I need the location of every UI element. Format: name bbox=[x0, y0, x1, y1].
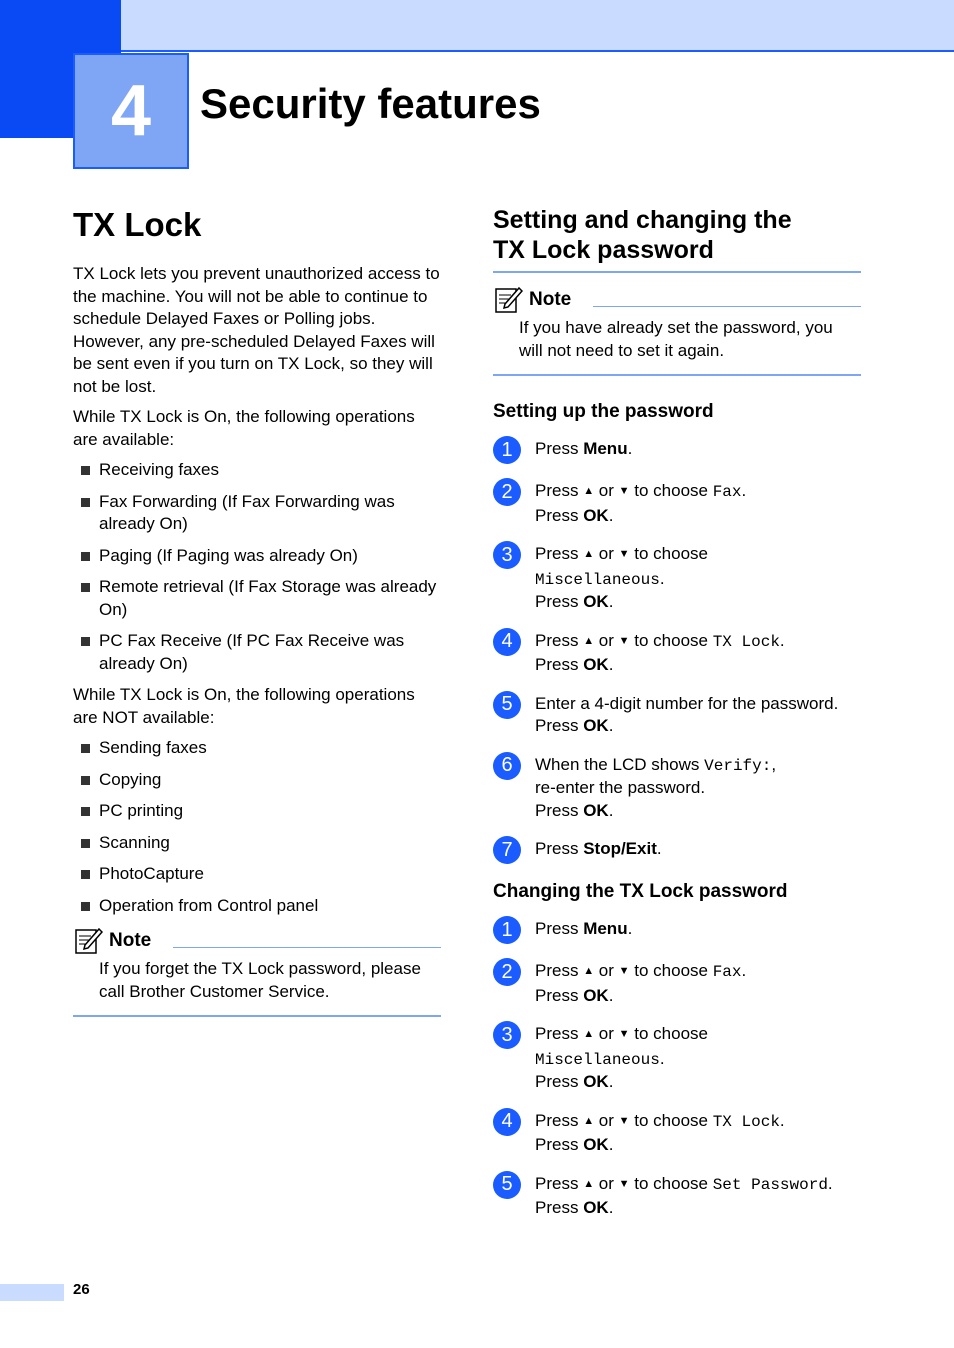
up-arrow-icon: ▲ bbox=[583, 634, 595, 647]
section-title-tx-lock: TX Lock bbox=[73, 206, 202, 243]
step-number-badge: 5 bbox=[493, 691, 521, 719]
bullet-icon bbox=[81, 776, 90, 785]
step-number-badge: 1 bbox=[493, 436, 521, 464]
step-number-badge: 1 bbox=[493, 916, 521, 944]
bullet-icon bbox=[81, 498, 90, 507]
step-number-badge: 6 bbox=[493, 752, 521, 780]
up-arrow-icon: ▲ bbox=[583, 965, 595, 977]
list-item: Operation from Control panel bbox=[73, 895, 441, 918]
step-item: 3 Press ▲ or ▼ to choose Miscellaneous. Press OK. bbox=[493, 1021, 861, 1094]
step-item: 1 Press Menu. bbox=[493, 436, 861, 464]
step-item: 5 Enter a 4-digit number for the password. Press OK. bbox=[493, 691, 861, 738]
step-item: 4 Press ▲ or ▼ to choose TX Lock. Press OK. bbox=[493, 628, 861, 677]
note-divider bbox=[173, 947, 441, 948]
note-pencil-icon bbox=[493, 285, 523, 315]
title-rule bbox=[493, 271, 861, 273]
setup-steps bbox=[493, 436, 861, 864]
step-item: 2 Press ▲ or ▼ to choose Fax. Press OK. bbox=[493, 958, 861, 1007]
bullet-icon bbox=[81, 870, 90, 879]
unavailable-intro: While TX Lock is On, the following operations are NOT available: bbox=[73, 685, 415, 727]
list-item: Fax Forwarding (If Fax Forwarding was already On) bbox=[73, 491, 441, 536]
page-tab bbox=[0, 1284, 64, 1301]
step-number-badge: 3 bbox=[493, 541, 521, 569]
down-arrow-icon: ▼ bbox=[618, 1114, 630, 1127]
step-item: 6 When the LCD shows Verify:, re-enter the password. Press OK. bbox=[493, 752, 861, 823]
subsection-title-setup: Setting up the password bbox=[493, 401, 714, 422]
change-steps bbox=[493, 916, 861, 1220]
bullet-icon bbox=[81, 552, 90, 561]
page-number: 26 bbox=[73, 1281, 90, 1298]
note-pencil-icon bbox=[73, 926, 103, 956]
step-number-badge: 3 bbox=[493, 1021, 521, 1049]
note-text: If you forget the TX Lock password, please call Brother Customer Service. bbox=[99, 959, 421, 1001]
down-arrow-icon: ▼ bbox=[618, 548, 630, 560]
step-item: 5 Press ▲ or ▼ to choose Set Password. Press OK. bbox=[493, 1171, 861, 1220]
step-item: 4 Press ▲ or ▼ to choose TX Lock. Press OK. bbox=[493, 1108, 861, 1157]
available-intro: While TX Lock is On, the following operations are available: bbox=[73, 407, 415, 449]
step-number-badge: 7 bbox=[493, 836, 521, 864]
step-item: 2 Press ▲ or ▼ to choose Fax. Press OK. bbox=[493, 478, 861, 527]
list-item: Copying bbox=[73, 769, 441, 792]
down-arrow-icon: ▼ bbox=[618, 485, 630, 497]
step-item: 3 Press ▲ or ▼ to choose Miscellaneous. Press OK. bbox=[493, 541, 861, 614]
intro-paragraph: TX Lock lets you prevent unauthorized access to the machine. You will not be able to continue to schedule Delayed Faxes or Polling jobs. However, any pre-scheduled Delayed Faxes will be sent even if you turn on TX Lock, so they will not be lost. bbox=[73, 264, 440, 396]
chapter-number: 4 bbox=[73, 53, 189, 169]
bullet-icon bbox=[81, 839, 90, 848]
up-arrow-icon: ▲ bbox=[583, 1114, 595, 1127]
note-text: If you have already set the password, you will not need to set it again. bbox=[519, 318, 833, 360]
bullet-icon bbox=[81, 807, 90, 816]
note-divider bbox=[593, 306, 861, 307]
bullet-icon bbox=[81, 902, 90, 911]
list-item: Receiving faxes bbox=[73, 459, 441, 482]
step-item: 7 Press Stop/Exit. bbox=[493, 836, 861, 864]
list-item: Paging (If Paging was already On) bbox=[73, 545, 441, 568]
note-box bbox=[493, 285, 861, 376]
up-arrow-icon: ▲ bbox=[583, 548, 595, 560]
bullet-icon bbox=[81, 583, 90, 592]
step-number-badge: 5 bbox=[493, 1171, 521, 1199]
list-item: Remote retrieval (If Fax Storage was already On) bbox=[73, 576, 441, 621]
header-band bbox=[0, 0, 954, 52]
step-item: 1 Press Menu. bbox=[493, 916, 861, 944]
subsection-title-change: Changing the TX Lock password bbox=[493, 881, 788, 902]
note-box bbox=[73, 926, 441, 1017]
down-arrow-icon: ▼ bbox=[618, 1028, 630, 1040]
down-arrow-icon: ▼ bbox=[618, 965, 630, 977]
bullet-icon bbox=[81, 637, 90, 646]
chapter-title: Security features bbox=[200, 80, 541, 127]
down-arrow-icon: ▼ bbox=[618, 1177, 630, 1190]
list-item: PC Fax Receive (If PC Fax Receive was already On) bbox=[73, 630, 441, 675]
list-item: PC printing bbox=[73, 800, 441, 823]
note-label: Note bbox=[109, 930, 152, 951]
down-arrow-icon: ▼ bbox=[618, 634, 630, 647]
up-arrow-icon: ▲ bbox=[583, 1028, 595, 1040]
bullet-icon bbox=[81, 466, 90, 475]
step-number-badge: 4 bbox=[493, 1108, 521, 1136]
up-arrow-icon: ▲ bbox=[583, 485, 595, 497]
list-item: PhotoCapture bbox=[73, 863, 441, 886]
unavailable-list bbox=[73, 737, 441, 917]
bullet-icon bbox=[81, 744, 90, 753]
available-list bbox=[73, 459, 441, 675]
note-label: Note bbox=[529, 289, 572, 310]
left-column bbox=[73, 205, 441, 1017]
list-item: Scanning bbox=[73, 832, 441, 855]
section-title-password: Setting and changing the TX Lock password bbox=[493, 206, 792, 264]
up-arrow-icon: ▲ bbox=[583, 1177, 595, 1190]
list-item: Sending faxes bbox=[73, 737, 441, 760]
step-number-badge: 2 bbox=[493, 478, 521, 506]
right-column bbox=[493, 205, 861, 1236]
step-number-badge: 2 bbox=[493, 958, 521, 986]
step-number-badge: 4 bbox=[493, 628, 521, 656]
